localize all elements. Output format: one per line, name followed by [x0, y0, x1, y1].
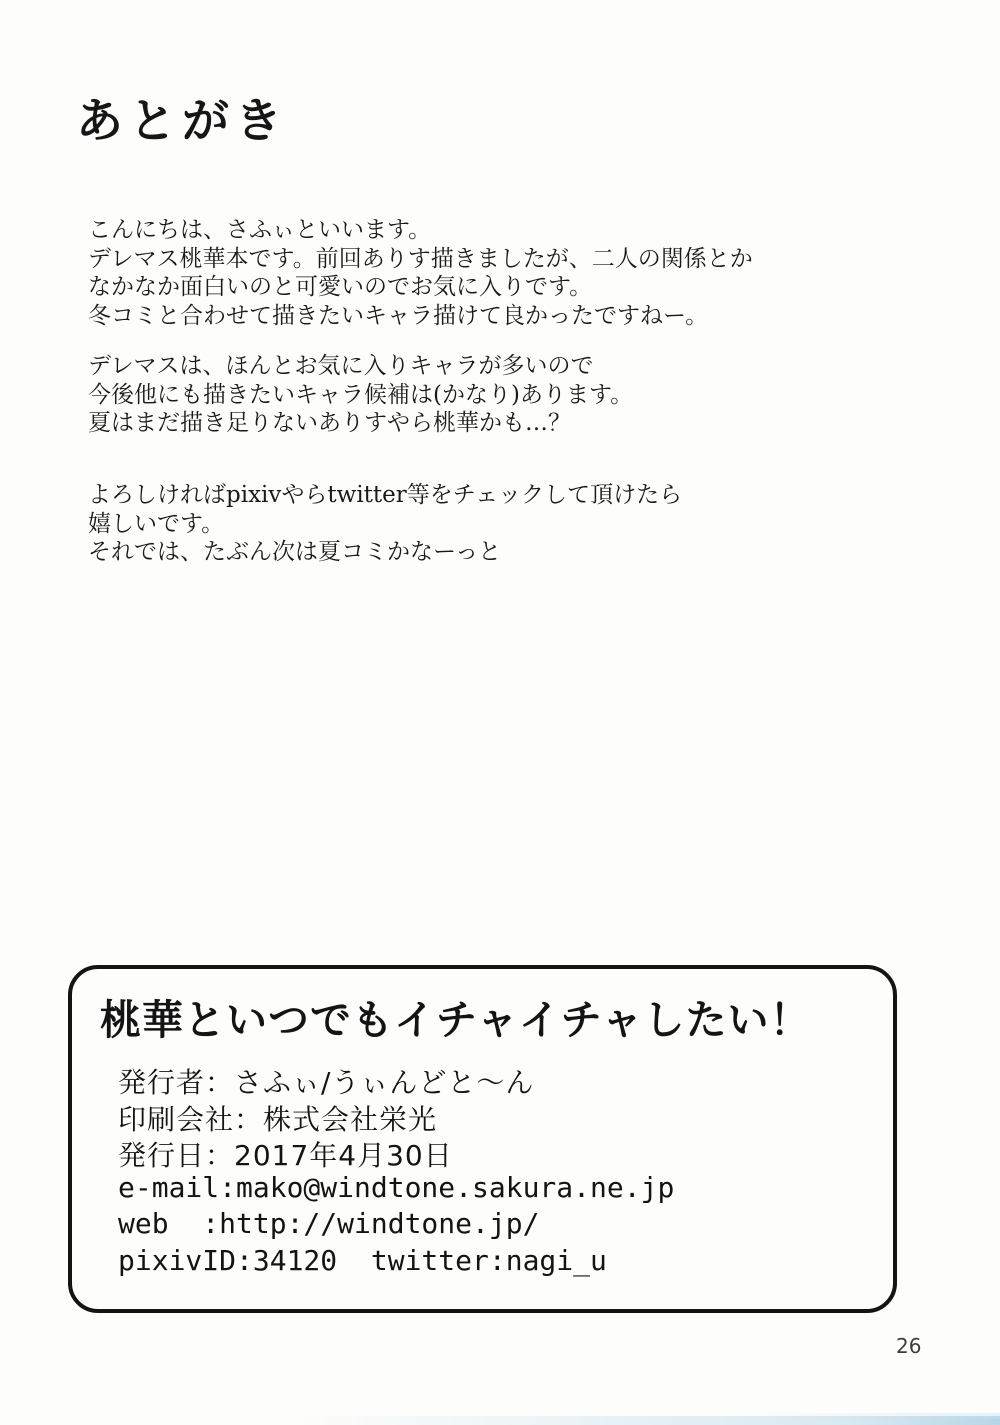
- page-title: あとがき: [76, 94, 288, 149]
- afterword-text-line: 今後他にも描きたいキャラ候補は(かなり)あります。: [88, 381, 634, 408]
- colophon-publisher-line: 発行者：さふぃ/うぃんどと～ん: [118, 1066, 535, 1099]
- afterword-paragraph: [88, 481, 828, 567]
- colophon-web-line: web :http://windtone.jp/: [118, 1207, 540, 1240]
- afterword-text-line: それでは、たぶん次は夏コミかなーっと: [88, 539, 502, 566]
- colophon-book-title: 桃華といつでもイチャイチャしたい！: [100, 996, 812, 1044]
- colophon-date-line: 発行日：2017年4月30日: [118, 1139, 453, 1172]
- scan-corner-tint: [760, 1413, 1000, 1419]
- colophon-ids-line: pixivID:34120 twitter:nagi_u: [118, 1243, 607, 1277]
- afterword-text-line: デレマス桃華本です。前回ありす描きましたが、二人の関係とか: [88, 245, 753, 272]
- colophon-details: [118, 1061, 858, 1280]
- afterword-text-line: よろしければpixivやらtwitter等をチェックして頂けたら: [88, 481, 683, 508]
- afterword-text-line: こんにちは、さふぃといいます。: [88, 217, 432, 243]
- scan-edge-tint: [0, 1416, 1000, 1425]
- colophon-email-line: e-mail:mako@windtone.sakura.ne.jp: [118, 1170, 675, 1204]
- afterword-text-line: デレマスは、ほんとお気に入りキャラが多いので: [88, 352, 594, 379]
- afterword-paragraph: [88, 352, 828, 438]
- afterword-text-line: 嬉しいです。: [88, 510, 225, 537]
- afterword-text-line: なかなか面白いのと可愛いのでお気に入りです。: [88, 274, 593, 301]
- page-number: 26: [896, 1334, 922, 1358]
- afterword-paragraph: [88, 216, 828, 331]
- afterword-body: [88, 216, 828, 588]
- colophon-printer-line: 印刷会社：株式会社栄光: [118, 1102, 438, 1136]
- colophon-box: [68, 965, 897, 1313]
- afterword-text-line: 冬コミと合わせて描きたいキャラ描けて良かったですねー。: [88, 303, 709, 330]
- afterword-text-line: 夏はまだ描き足りないありすやら桃華かも…？: [88, 410, 571, 437]
